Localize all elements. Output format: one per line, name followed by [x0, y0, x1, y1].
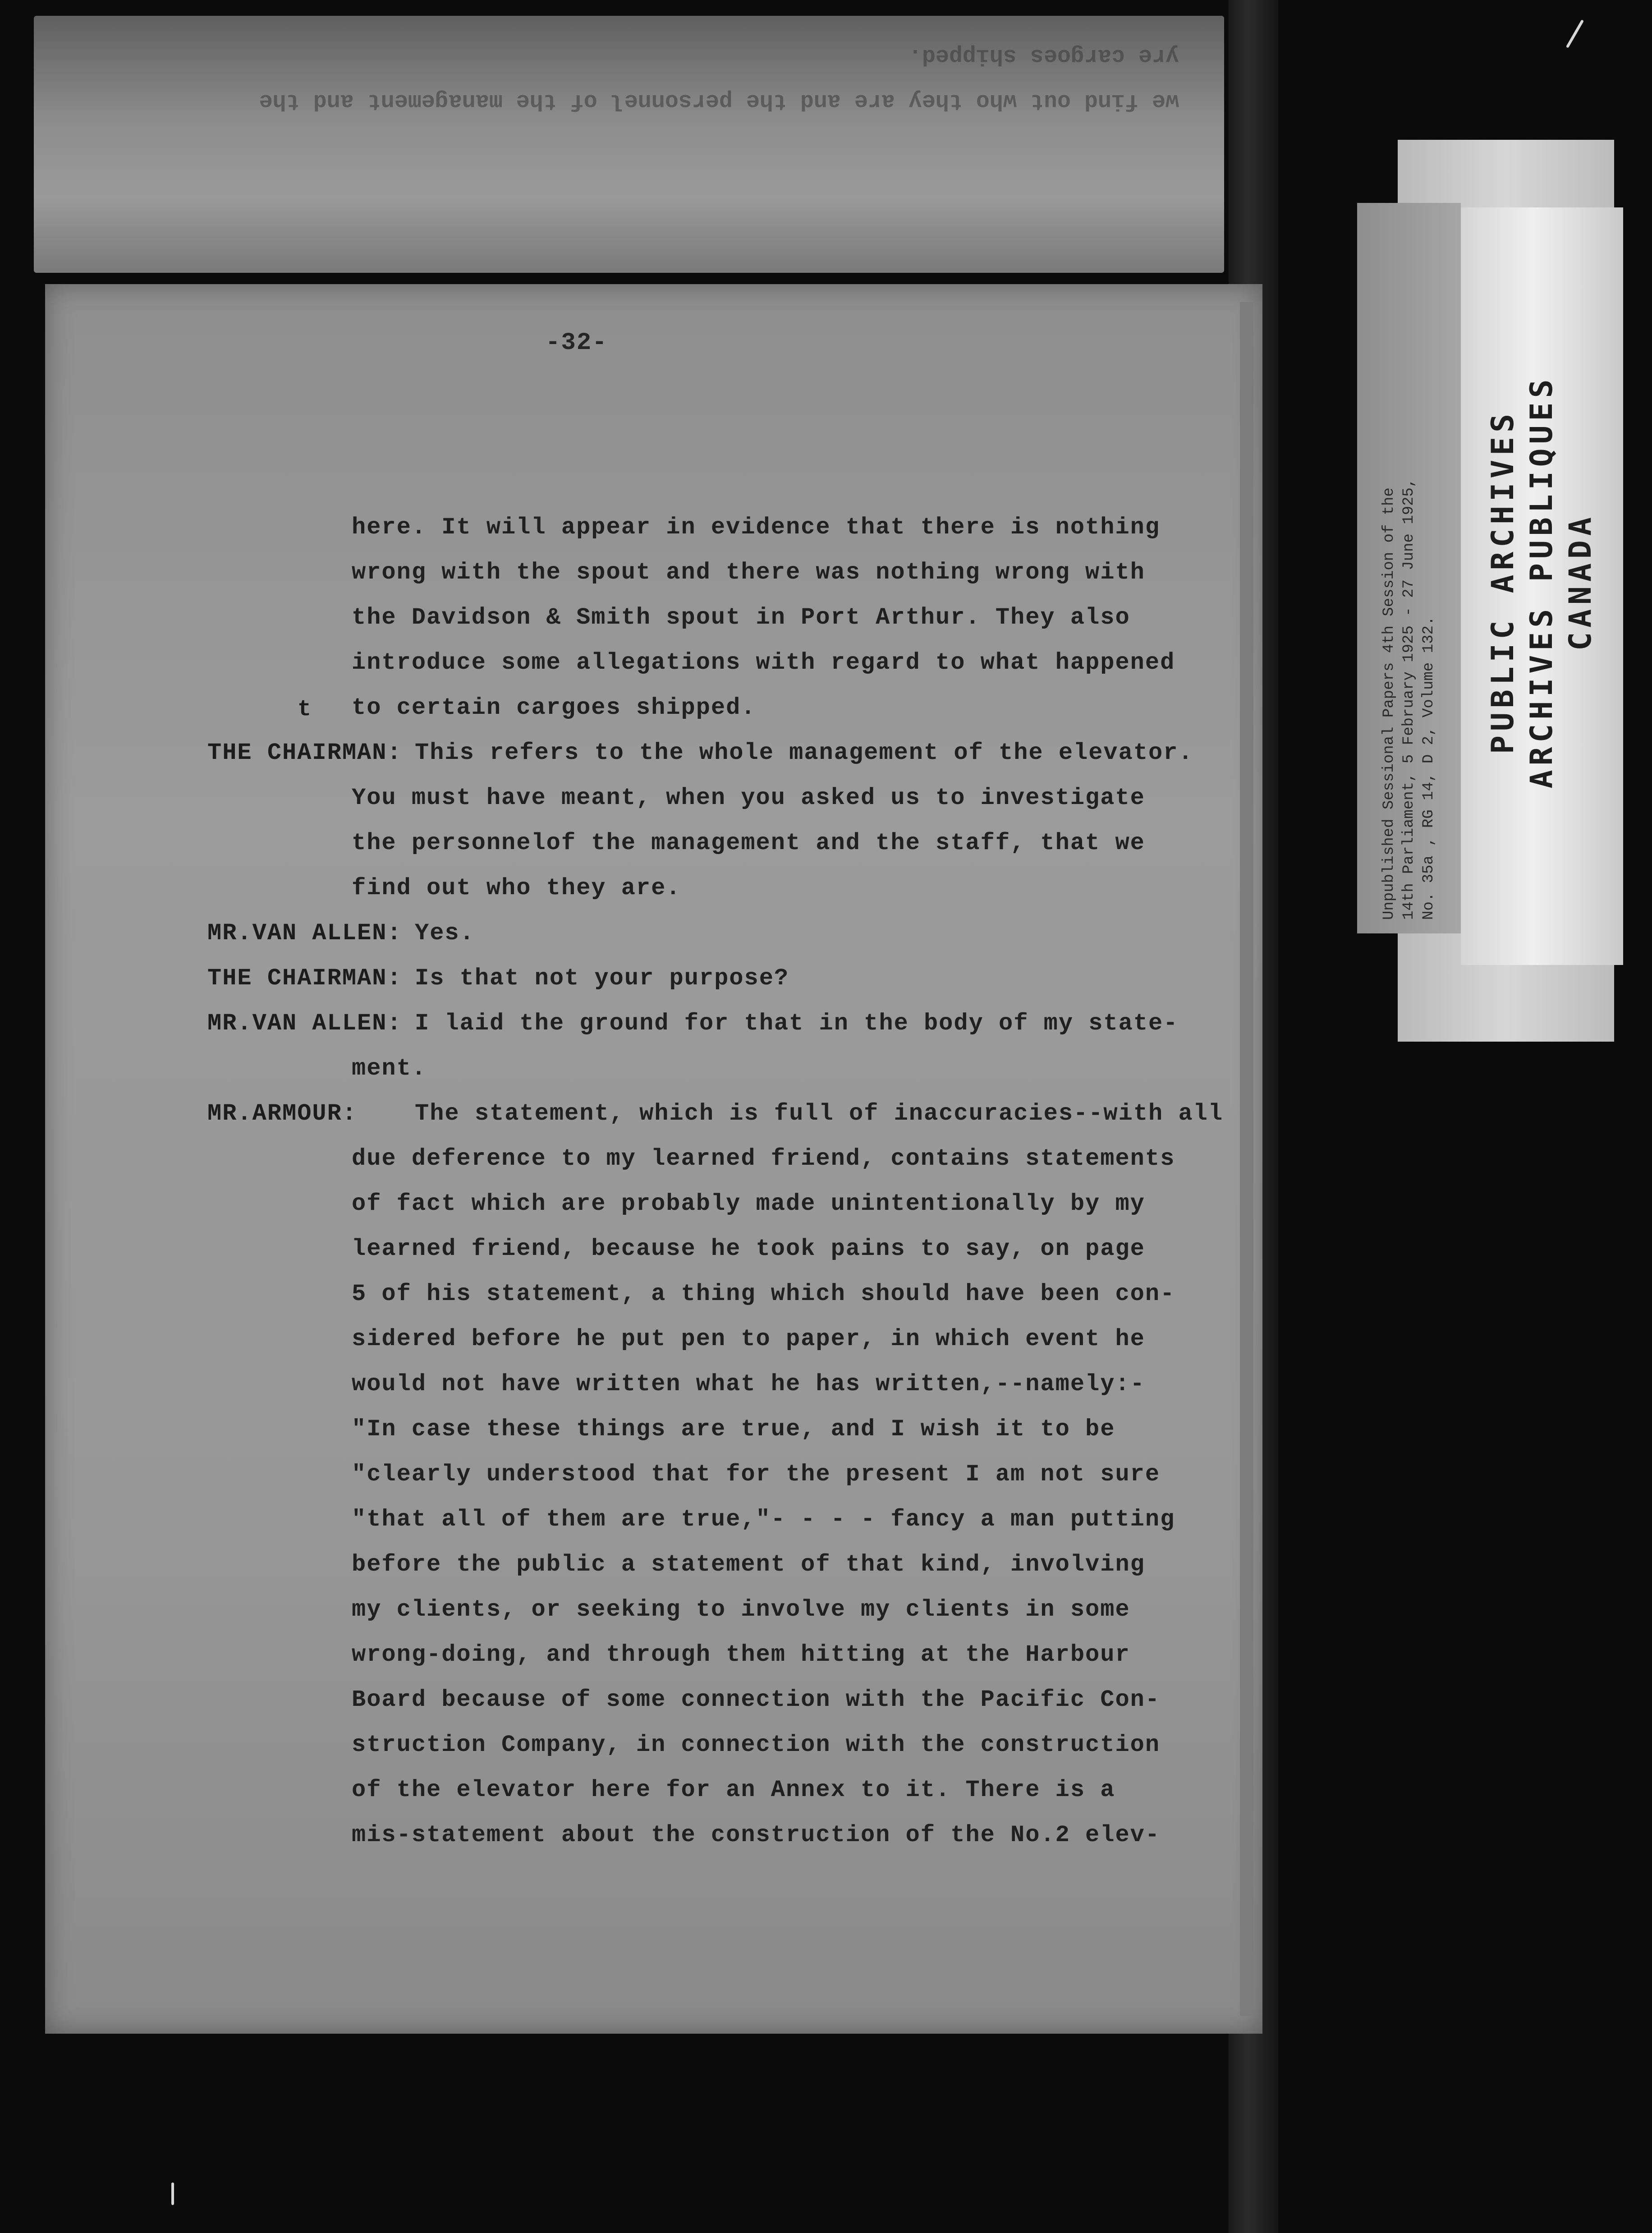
- archive-label-line: CANADA: [1563, 513, 1598, 651]
- transcript-body: [45, 284, 1262, 2034]
- transcript-line: wrong with the spout and there was nothing wrong with: [352, 559, 1145, 586]
- transcript-line: struction Company, in connection with the construction: [352, 1732, 1161, 1758]
- archive-reference-slip: [1357, 203, 1461, 933]
- transcript-line: of the elevator here for an Annex to it. There is a: [352, 1777, 1115, 1803]
- transcript-line: Board because of some connection with the Pacific Con-: [352, 1686, 1161, 1713]
- public-archives-text: [1484, 289, 1600, 875]
- transcript-line: wrong-doing, and through them hitting at the Harbour: [352, 1641, 1130, 1668]
- speaker-label: MR.VAN ALLEN:: [207, 920, 402, 946]
- transcript-line: ment.: [352, 1055, 427, 1082]
- transcript-line: before the public a statement of that kind, involving: [352, 1551, 1145, 1578]
- transcript-line: "that all of them are true,"- - - - fancy a man putting: [352, 1506, 1175, 1533]
- public-archives-label: [1461, 207, 1623, 965]
- speaker-label: MR.ARMOUR:: [207, 1100, 358, 1127]
- transcript-line: You must have meant, when you asked us to investigate: [352, 785, 1145, 811]
- archive-reference-line: No. 35a , RG 14, D 2, Volume 132.: [1420, 616, 1437, 920]
- speaker-label: THE CHAIRMAN:: [207, 740, 402, 766]
- transcript-line: would not have written what he has written,--namely:-: [352, 1371, 1145, 1397]
- transcript-line: find out who they are.: [352, 875, 681, 901]
- transcript-line: 5 of his statement, a thing which should have been con-: [352, 1281, 1175, 1307]
- transcript-line: of fact which are probably made unintentionally by my: [352, 1190, 1145, 1217]
- transcript-line: introduce some allegations with regard to what happened: [352, 649, 1175, 676]
- speaker-label: THE CHAIRMAN:: [207, 965, 402, 992]
- transcript-line: the personnelof the management and the staff, that we: [352, 830, 1145, 856]
- previous-page-line: yre cargoes shipped.: [908, 43, 1179, 69]
- margin-mark: t: [298, 697, 312, 722]
- transcript-line: This refers to the whole management of the elevator.: [415, 740, 1193, 766]
- dust-speck: [171, 2182, 174, 2205]
- transcript-line: The statement, which is full of inaccuracies--with all: [415, 1100, 1224, 1127]
- transcript-line: "clearly understood that for the present I am not sure: [352, 1461, 1161, 1488]
- archive-reference-text: [1379, 216, 1439, 920]
- dust-speck: [1566, 19, 1584, 48]
- archive-reference-line: Unpublished Sessional Papers 4th Session of the: [1381, 487, 1398, 920]
- transcript-line: learned friend, because he took pains to say, on page: [352, 1236, 1145, 1262]
- transcript-line: I laid the ground for that in the body of my state-: [415, 1010, 1179, 1037]
- transcript-line: to certain cargoes shipped.: [352, 694, 756, 721]
- transcript-line: due deference to my learned friend, contains statements: [352, 1145, 1175, 1172]
- transcript-line: Yes.: [415, 920, 475, 946]
- archive-reference-line: 14th Parliament, 5 February 1925 - 27 June 1925,: [1400, 478, 1418, 920]
- previous-page-line: we find out who they are and the personnel of the management and the: [259, 88, 1179, 114]
- previous-page-fold: [34, 16, 1224, 273]
- transcript-line: the Davidson & Smith spout in Port Arthur. They also: [352, 604, 1130, 631]
- transcript-line: Is that not your purpose?: [415, 965, 789, 992]
- archive-label-line: PUBLIC ARCHIVES: [1485, 409, 1521, 754]
- transcript-line: mis-statement about the construction of the No.2 elev-: [352, 1822, 1161, 1848]
- transcript-line: my clients, or seeking to involve my clients in some: [352, 1596, 1130, 1623]
- document-page: [45, 284, 1262, 2034]
- speaker-label: MR.VAN ALLEN:: [207, 1010, 402, 1037]
- page-number: -32-: [546, 329, 608, 357]
- transcript-line: here. It will appear in evidence that there is nothing: [352, 514, 1161, 541]
- archive-label-line: ARCHIVES PUBLIQUES: [1524, 375, 1560, 789]
- transcript-line: sidered before he put pen to paper, in which event he: [352, 1326, 1145, 1352]
- transcript-line: "In case these things are true, and I wish it to be: [352, 1416, 1115, 1443]
